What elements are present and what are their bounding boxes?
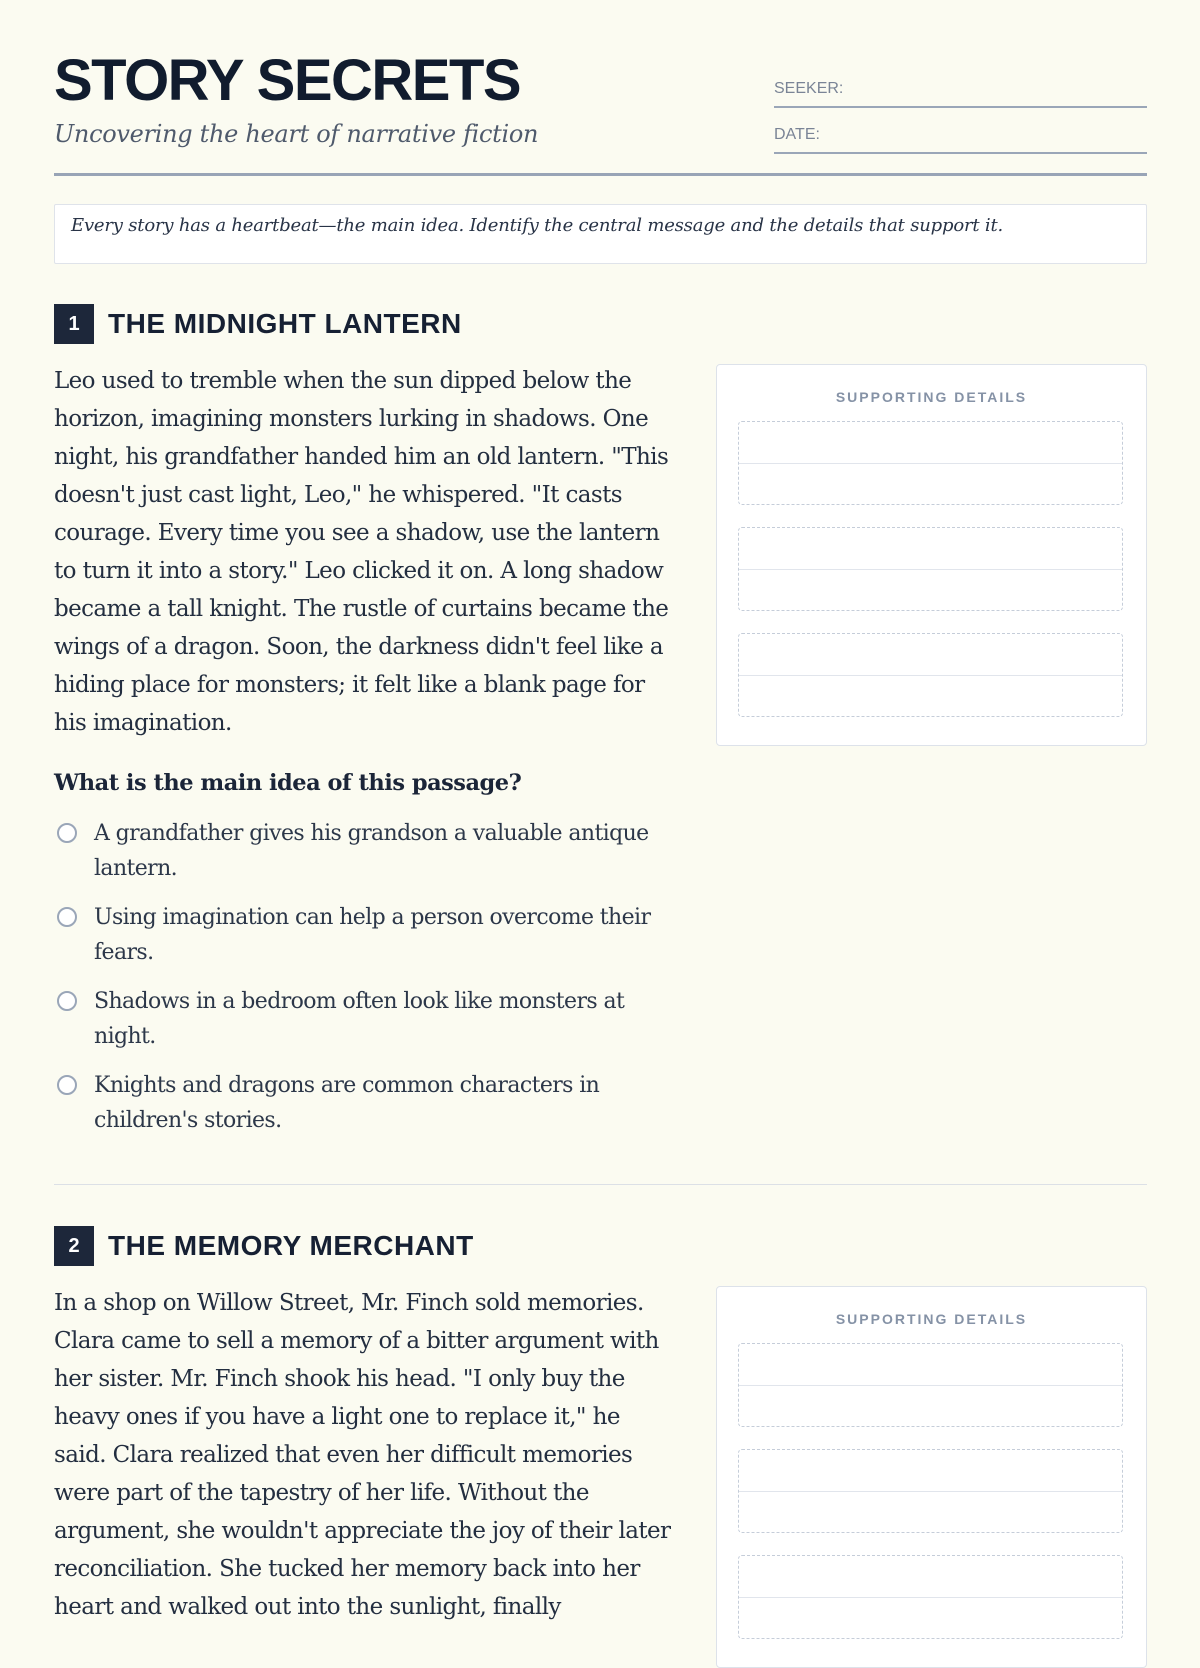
- detail-box-1[interactable]: [738, 421, 1123, 505]
- passage-text: In a shop on Willow Street, Mr. Finch sold memories. Clara came to sell a memory of a bitter argument with her sister. Mr. Finch shook his head. "I only buy the heavy ones if you have a light one to replace it," he said. Clara realized that even her difficult memories were part of the tapestry of her life. Without the argument, she wouldn't appreciate the joy of their later reconciliation. She tucked her memory back into her heart and walked out into the sunlight, finally: [54, 1290, 671, 1620]
- section-number-badge: 1: [54, 304, 94, 344]
- radio-button[interactable]: [57, 907, 77, 927]
- supporting-details-label: SUPPORTING DETAILS: [835, 389, 1028, 405]
- answer-option-text: Knights and dragons are common characters in children's stories.: [94, 1073, 600, 1133]
- answer-option-text: A grandfather gives his grandson a valuable antique lantern.: [94, 821, 649, 881]
- answer-options: [54, 816, 674, 1152]
- date-label: DATE:: [774, 126, 820, 143]
- detail-box-3[interactable]: [738, 1555, 1123, 1639]
- radio-button[interactable]: [57, 991, 77, 1011]
- worksheet-page: [54, 0, 1147, 1620]
- detail-box-3[interactable]: [738, 633, 1123, 717]
- answer-option-text: Shadows in a bedroom often look like monsters at night.: [94, 989, 625, 1049]
- section-title: THE MIDNIGHT LANTERN: [108, 308, 462, 339]
- supporting-details-panel: [716, 364, 1147, 746]
- section-number-badge: 2: [54, 1226, 94, 1266]
- section-2: [54, 1226, 1147, 1620]
- section-divider: [54, 1184, 1147, 1185]
- header-divider: [54, 173, 1147, 176]
- radio-button[interactable]: [57, 823, 77, 843]
- question-text: What is the main idea of this passage?: [54, 770, 522, 796]
- page-subtitle: Uncovering the heart of narrative fiction: [54, 120, 539, 148]
- date-field[interactable]: [774, 122, 1147, 154]
- page-title: STORY SECRETS: [54, 48, 521, 113]
- supporting-details-panel: [716, 1286, 1147, 1668]
- seeker-field[interactable]: [774, 76, 1147, 108]
- answer-option[interactable]: [54, 900, 674, 970]
- section-title: THE MEMORY MERCHANT: [108, 1230, 474, 1261]
- seeker-label: SEEKER:: [774, 80, 844, 97]
- intro-callout: Every story has a heartbeat—the main idea. Identify the central message and the details that support it.: [54, 204, 1147, 264]
- answer-option[interactable]: [54, 1068, 674, 1138]
- answer-option[interactable]: [54, 816, 674, 886]
- supporting-details-label: SUPPORTING DETAILS: [835, 1311, 1028, 1327]
- detail-box-1[interactable]: [738, 1343, 1123, 1427]
- passage-text: Leo used to tremble when the sun dipped below the horizon, imagining monsters lurking in shadows. One night, his grandfather handed him an old lantern. "This doesn't just cast light, Leo," he whispered. "It casts courage. Every time you see a shadow, use the lantern to turn it into a story." Leo clicked it on. A long shadow became a tall knight. The rustle of curtains became the wings of a dragon. Soon, the darkness didn't feel like a hiding place for monsters; it felt like a blank page for his imagination.: [54, 368, 669, 736]
- detail-box-2[interactable]: [738, 1449, 1123, 1533]
- answer-option-text: Using imagination can help a person overcome their fears.: [94, 905, 651, 965]
- section-1: [54, 304, 1147, 1184]
- answer-option[interactable]: [54, 984, 674, 1054]
- radio-button[interactable]: [57, 1075, 77, 1095]
- detail-box-2[interactable]: [738, 527, 1123, 611]
- worksheet-header: [54, 0, 1147, 176]
